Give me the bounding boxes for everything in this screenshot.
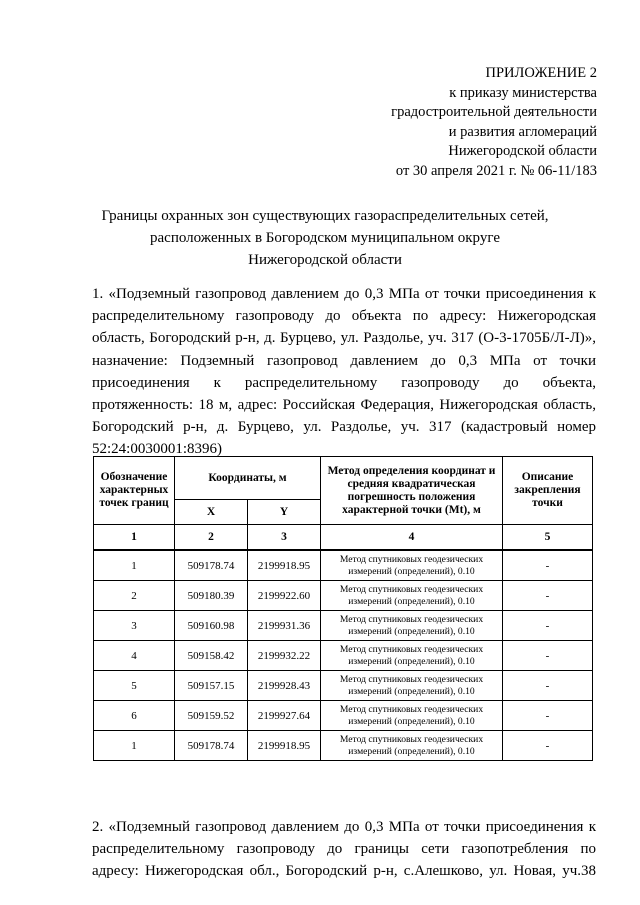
column-number: 3 [248, 525, 321, 551]
cell-method: Метод спутниковых геодезических измерений (определений), 0.10 [321, 671, 503, 701]
cell-fixing: - [503, 701, 593, 731]
appendix-header [391, 64, 597, 181]
header-method: Метод определения координат и средняя квадратическая погрешность положения характерной точки (Мt), м [321, 457, 503, 525]
column-number: 2 [175, 525, 248, 551]
paragraph-line: Богородский р-н, д. Бурцево, ул. Раздолье, уч. 317 (кадастровый номер [92, 419, 596, 436]
cell-y: 2199918.95 [248, 731, 321, 761]
column-number: 4 [321, 525, 503, 551]
header-point: Обозначение характерных точек границ [94, 457, 175, 525]
cell-y: 2199932.22 [248, 641, 321, 671]
appendix-line: Нижегородской области [448, 143, 597, 159]
table-row [94, 550, 593, 581]
cell-method: Метод спутниковых геодезических измерений (определений), 0.10 [321, 701, 503, 731]
cell-method: Метод спутниковых геодезических измерений (определений), 0.10 [321, 550, 503, 581]
cell-fixing: - [503, 641, 593, 671]
cell-fixing: - [503, 611, 593, 641]
cell-fixing: - [503, 581, 593, 611]
cell-point: 4 [94, 641, 175, 671]
table-row [94, 671, 593, 701]
cell-method: Метод спутниковых геодезических измерений (определений), 0.10 [321, 731, 503, 761]
table-row [94, 731, 593, 761]
coordinates-table [93, 456, 593, 761]
appendix-line: от 30 апреля 2021 г. № 06-11/183 [395, 162, 597, 179]
paragraph-line: протяженность: 18 м, адрес: Российская Федерация, Нижегородская область, [92, 396, 596, 413]
header-x: X [175, 500, 248, 525]
cell-fixing: - [503, 671, 593, 701]
paragraph-line: адресу: Нижегородская обл., Богородский р-н, с.Алешково, ул. Новая, уч.38 [92, 863, 596, 880]
table-row [94, 641, 593, 671]
paragraph-line: распределительному газопроводу до объекта по адресу: Нижегородская [92, 308, 596, 325]
cell-x: 509158.42 [175, 641, 248, 671]
title-line: расположенных в Богородском муниципальном округе [150, 230, 500, 246]
cell-point: 1 [94, 731, 175, 761]
table-row [94, 701, 593, 731]
column-number: 5 [503, 525, 593, 551]
cell-fixing: - [503, 550, 593, 581]
title-line: Границы охранных зон существующих газораспределительных сетей, [101, 208, 549, 224]
cell-y: 2199918.95 [248, 550, 321, 581]
paragraph-line: 1. «Подземный газопровод давлением до 0,3 МПа от точки присоединения к [92, 286, 596, 302]
paragraph-line: 2. «Подземный газопровод давлением до 0,3 МПа от точки присоединения к [92, 819, 596, 835]
appendix-line: и развития агломераций [448, 123, 597, 140]
cell-x: 509178.74 [175, 550, 248, 581]
cell-point: 6 [94, 701, 175, 731]
cell-y: 2199922.60 [248, 581, 321, 611]
header-fixing: Описание закрепления точки [503, 457, 593, 525]
header-y: Y [248, 500, 321, 525]
appendix-line: градостроительной деятельности [391, 104, 597, 120]
paragraph-2 [92, 816, 596, 883]
cell-method: Метод спутниковых геодезических измерений (определений), 0.10 [321, 641, 503, 671]
column-number: 1 [94, 525, 175, 551]
header-coordinates: Координаты, м [175, 457, 321, 500]
document-title [80, 205, 570, 271]
table-row [94, 581, 593, 611]
paragraph-line: 52:24:0030001:8396) [92, 441, 222, 458]
cell-method: Метод спутниковых геодезических измерений (определений), 0.10 [321, 581, 503, 611]
paragraph-1 [92, 283, 596, 461]
cell-x: 509160.98 [175, 611, 248, 641]
cell-method: Метод спутниковых геодезических измерений (определений), 0.10 [321, 611, 503, 641]
paragraph-line: присоединения к распределительному газопроводу до объекта, [92, 374, 596, 391]
cell-point: 2 [94, 581, 175, 611]
appendix-line: к приказу министерства [449, 84, 597, 101]
cell-y: 2199928.43 [248, 671, 321, 701]
cell-x: 509180.39 [175, 581, 248, 611]
paragraph-line: область, Богородский р-н, д. Бурцево, ул. Раздолье, уч. 317 (О-3-1705Б/Л-Л)», [92, 330, 596, 347]
table-row [94, 611, 593, 641]
cell-x: 509159.52 [175, 701, 248, 731]
cell-point: 3 [94, 611, 175, 641]
cell-x: 509178.74 [175, 731, 248, 761]
paragraph-line: назначение: Подземный газопровод давлением до 0,3 МПа от точки [92, 352, 596, 369]
cell-y: 2199927.64 [248, 701, 321, 731]
cell-point: 1 [94, 550, 175, 581]
appendix-line: ПРИЛОЖЕНИЕ 2 [485, 65, 597, 81]
cell-point: 5 [94, 671, 175, 701]
paragraph-line: распределительному газопроводу до границы сети газопотребления по [92, 841, 596, 858]
title-line: Нижегородской области [248, 252, 402, 268]
cell-fixing: - [503, 731, 593, 761]
cell-x: 509157.15 [175, 671, 248, 701]
cell-y: 2199931.36 [248, 611, 321, 641]
